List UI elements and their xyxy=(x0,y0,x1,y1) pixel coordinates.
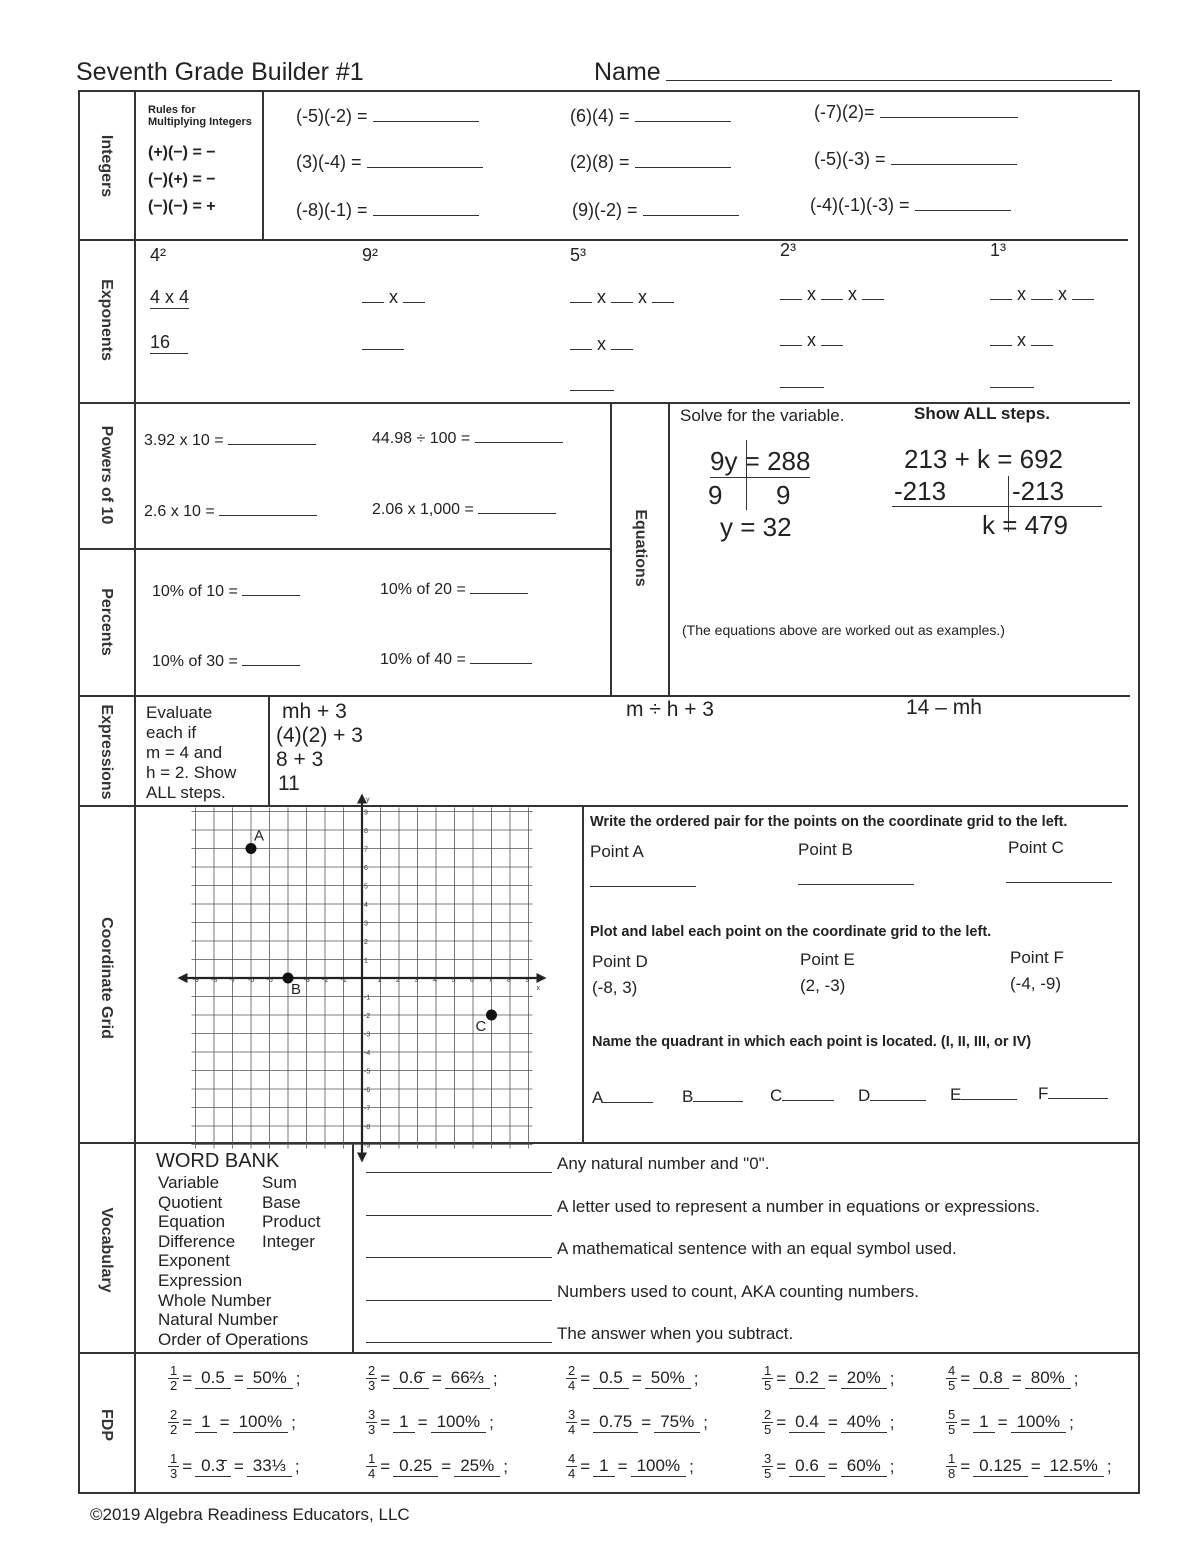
vocabulary-answer-line[interactable] xyxy=(366,1300,552,1301)
exponent-blank[interactable]: x x xyxy=(990,284,1094,305)
y-tick-label: 6 xyxy=(364,865,368,872)
fdp-item: $\frac{2}{3}$ = 0.6̄ = 66⅔ ; xyxy=(368,1363,498,1393)
word-bank-term: Order of Operations xyxy=(158,1329,309,1349)
vocabulary-definition: The answer when you subtract. xyxy=(557,1324,794,1343)
expressions-instruction: each if xyxy=(146,723,197,742)
y-tick-label: 9 xyxy=(364,809,368,817)
fdp-item: $\frac{3}{5}$ = 0.6 = 60% ; xyxy=(764,1451,895,1481)
fdp-fraction: $\frac{3}{4}$ xyxy=(568,1407,576,1437)
fdp-percent: 50% xyxy=(247,1368,293,1389)
exponent-answer-line[interactable] xyxy=(570,390,614,391)
percent-problem: 10% of 40 = xyxy=(380,651,532,669)
integer-problem: (-5)(-3) = xyxy=(814,149,1017,170)
fdp-decimal: 0.75 xyxy=(593,1412,638,1433)
quadrant-answer[interactable]: D xyxy=(858,1086,926,1106)
integer-problem: (9)(-2) = xyxy=(572,200,739,221)
exponent-blank[interactable]: x xyxy=(990,330,1053,351)
fdp-fraction: $\frac{5}{5}$ xyxy=(948,1407,956,1437)
equations-show-steps: Show ALL steps. xyxy=(914,404,1051,423)
fdp-percent: 12.5% xyxy=(1044,1456,1104,1477)
x-axis-arrow-icon xyxy=(178,973,188,983)
x-tick-label: -2 xyxy=(322,977,329,984)
fdp-decimal: 0.5 xyxy=(593,1368,629,1389)
fdp-fraction: $\frac{4}{4}$ xyxy=(568,1451,576,1481)
word-bank-term: Sum xyxy=(262,1173,297,1192)
integer-problem: (2)(8) = xyxy=(570,152,731,173)
equation-1-result: y = 32 xyxy=(720,512,792,542)
fdp-item: $\frac{3}{3}$ = 1 = 100% ; xyxy=(368,1407,494,1437)
exponent-base: 2³ xyxy=(780,240,797,260)
coordinate-grid[interactable] xyxy=(160,796,568,1150)
fdp-fraction: $\frac{3}{5}$ xyxy=(764,1451,772,1481)
section-label-exponents: Exponents xyxy=(98,279,115,361)
powers-problem: 2.6 x 10 = xyxy=(144,503,317,521)
name-field[interactable] xyxy=(666,80,1112,81)
fdp-decimal: 0.8 xyxy=(973,1368,1009,1389)
plot-point-coords: (-4, -9) xyxy=(1010,974,1061,993)
integer-problem: (3)(-4) = xyxy=(296,152,483,173)
fdp-decimal: 1 xyxy=(593,1456,614,1477)
fdp-item: $\frac{3}{4}$ = 0.75 = 75% ; xyxy=(568,1407,708,1437)
equation-1-divisor: 9 xyxy=(776,480,791,510)
fdp-decimal: 0.4 xyxy=(789,1412,825,1433)
fdp-fraction: $\frac{1}{8}$ xyxy=(948,1451,956,1481)
vocabulary-definition: Numbers used to count, AKA counting numbers. xyxy=(557,1281,919,1301)
powers-problem: 44.98 ÷ 100 = xyxy=(372,430,563,448)
expressions-instruction: ALL steps. xyxy=(146,783,226,802)
fdp-decimal: 0.125 xyxy=(973,1456,1028,1477)
exponent-answer-line[interactable] xyxy=(780,387,824,388)
plotted-point-label: B xyxy=(291,981,302,998)
x-tick-label: 9 xyxy=(525,977,530,984)
fdp-item: $\frac{1}{8}$ = 0.125 = 12.5% ; xyxy=(948,1451,1112,1481)
vocabulary-definition: A letter used to represent a number in equations or expressions. xyxy=(557,1196,1040,1216)
equations-prompt: Solve for the variable. xyxy=(680,406,845,425)
exponent-blank[interactable]: x x xyxy=(780,284,884,305)
y-tick-label: 4 xyxy=(364,902,368,909)
x-tick-label: 5 xyxy=(451,977,456,984)
rule-2: (−)(+) = − xyxy=(148,171,216,188)
fdp-percent: 50% xyxy=(645,1368,691,1389)
exponent-blank[interactable]: x xyxy=(570,334,633,355)
equation-2-subtract: -213 xyxy=(894,476,947,506)
x-tick-label: -7 xyxy=(229,977,236,984)
x-tick-label: -1 xyxy=(340,977,347,984)
fdp-decimal: 0.5 xyxy=(195,1368,231,1389)
exponent-example-value: 16 xyxy=(150,332,188,354)
write-answer-line[interactable] xyxy=(798,884,914,885)
write-answer-line[interactable] xyxy=(590,886,696,887)
plot-point-name: Point E xyxy=(800,950,855,969)
section-label-percents: Percents xyxy=(98,588,115,656)
x-tick-label: -9 xyxy=(192,977,199,984)
plot-prompt: Plot and label each point on the coordinate grid to the left. xyxy=(590,924,992,940)
y-tick-label: -2 xyxy=(364,1013,371,1020)
write-point-label: Point B xyxy=(798,840,853,859)
fdp-decimal: 1 xyxy=(393,1412,414,1433)
integer-problem: (-5)(-2) = xyxy=(296,106,479,127)
y-tick-label: -5 xyxy=(364,1068,371,1076)
vocabulary-answer-line[interactable] xyxy=(366,1257,552,1258)
word-bank-term: Product xyxy=(262,1212,321,1232)
equation-2-result: k = 479 xyxy=(982,510,1069,540)
fdp-fraction: $\frac{2}{2}$ xyxy=(170,1407,178,1437)
exponent-answer-line[interactable] xyxy=(990,387,1034,388)
vocabulary-definition: Any natural number and "0". xyxy=(557,1154,770,1173)
fdp-percent: 33⅓ xyxy=(247,1456,292,1477)
write-point-label: Point A xyxy=(590,842,644,861)
word-bank-term: Quotient xyxy=(158,1192,223,1212)
vocabulary-answer-line[interactable] xyxy=(366,1172,552,1173)
fdp-fraction: $\frac{2}{4}$ xyxy=(568,1363,576,1393)
expression-1-step: (4)(2) + 3 xyxy=(276,724,363,747)
section-label-expressions: Expressions xyxy=(98,704,115,800)
plotted-point-label: A xyxy=(254,827,265,845)
expressions-instruction: h = 2. Show xyxy=(146,763,237,782)
word-bank-term: Integer xyxy=(262,1231,315,1251)
fdp-percent: 60% xyxy=(841,1456,887,1477)
x-tick-label: -3 xyxy=(303,977,310,984)
equations-note: (The equations above are worked out as examples.) xyxy=(682,622,1005,638)
vocabulary-definition: A mathematical sentence with an equal symbol used. xyxy=(557,1239,957,1258)
fdp-percent: 75% xyxy=(654,1412,700,1433)
fdp-decimal: 0.25 xyxy=(393,1456,438,1477)
x-axis-label: x xyxy=(536,985,540,992)
exponent-base: 5³ xyxy=(570,245,587,265)
x-tick-label: 1 xyxy=(377,977,382,984)
expressions-instruction: Evaluate xyxy=(146,703,213,722)
integer-problem: (-4)(-1)(-3) = xyxy=(810,195,1011,216)
quadrant-answer[interactable]: A xyxy=(592,1088,653,1108)
exponent-blank[interactable]: x x xyxy=(570,287,674,308)
word-bank-term: Base xyxy=(262,1192,301,1212)
fdp-percent: 100% xyxy=(431,1412,486,1433)
write-answer-line[interactable] xyxy=(1006,882,1112,883)
x-tick-label: 8 xyxy=(507,977,511,984)
quadrant-answer[interactable]: B xyxy=(682,1087,743,1107)
expression-1-step: 11 xyxy=(278,772,300,795)
quadrant-answer[interactable]: E xyxy=(950,1085,1017,1105)
x-tick-label: -8 xyxy=(211,977,218,984)
section-label-coordinate-grid: Coordinate Grid xyxy=(98,917,115,1039)
fdp-percent: 80% xyxy=(1025,1368,1071,1389)
rule-1: (+)(−) = − xyxy=(148,144,216,161)
word-bank-term: Expression xyxy=(158,1271,243,1290)
fdp-percent: 25% xyxy=(454,1456,500,1477)
fdp-percent: 66⅔ xyxy=(445,1368,490,1389)
fdp-percent: 100% xyxy=(1011,1412,1066,1433)
word-bank-term: Exponent xyxy=(158,1251,230,1271)
page-title: Seventh Grade Builder #1 xyxy=(76,58,364,86)
fdp-fraction: $\frac{2}{5}$ xyxy=(764,1407,772,1437)
exponent-blank[interactable] xyxy=(362,334,404,355)
equation-2-top: 213 + k = 692 xyxy=(904,444,1064,474)
write-point-label: Point C xyxy=(1008,838,1064,857)
exponent-blank[interactable]: x xyxy=(780,330,843,351)
word-bank-term: Natural Number xyxy=(158,1310,278,1330)
y-tick-label: -9 xyxy=(364,1142,371,1150)
expression-1-step: 8 + 3 xyxy=(276,748,324,771)
fdp-percent: 100% xyxy=(233,1412,288,1433)
integer-problem: (6)(4) = xyxy=(570,106,731,127)
y-tick-label: -1 xyxy=(364,994,371,1002)
exponent-base: 4² xyxy=(150,245,167,265)
percent-problem: 10% of 30 = xyxy=(152,653,300,671)
plot-point-name: Point F xyxy=(1010,948,1064,967)
y-tick-label: 7 xyxy=(364,846,368,854)
fdp-decimal: 1 xyxy=(195,1412,216,1433)
fdp-item: $\frac{2}{4}$ = 0.5 = 50% ; xyxy=(568,1363,699,1393)
equation-1-divider xyxy=(746,440,747,510)
word-bank-term: Variable xyxy=(158,1173,220,1192)
exponent-blank[interactable]: x xyxy=(362,287,425,308)
plotted-point xyxy=(486,1010,497,1021)
fdp-item: $\frac{2}{5}$ = 0.4 = 40% ; xyxy=(764,1407,895,1437)
x-tick-label: 4 xyxy=(433,977,437,984)
y-tick-label: -4 xyxy=(364,1050,371,1057)
y-tick-label: 8 xyxy=(364,828,368,835)
y-axis-label: y xyxy=(366,796,370,804)
fdp-percent: 40% xyxy=(841,1412,887,1433)
plotted-point xyxy=(246,843,257,854)
x-tick-label: -5 xyxy=(266,977,273,984)
plot-point-name: Point D xyxy=(592,952,648,971)
section-label-integers: Integers xyxy=(98,134,115,198)
x-axis-arrow-icon xyxy=(537,973,547,983)
fdp-fraction: $\frac{2}{3}$ xyxy=(368,1363,376,1393)
y-tick-label: 2 xyxy=(364,939,368,946)
fdp-decimal: 1 xyxy=(973,1412,994,1433)
section-label-equations: Equations xyxy=(632,509,649,587)
fdp-fraction: $\frac{1}{2}$ xyxy=(170,1363,178,1393)
fdp-percent: 20% xyxy=(841,1368,887,1389)
fdp-fraction: $\frac{3}{3}$ xyxy=(368,1407,376,1437)
x-tick-label: 6 xyxy=(470,977,474,984)
equation-2-line xyxy=(892,506,1102,507)
vocabulary-answer-line[interactable] xyxy=(366,1342,552,1343)
fdp-fraction: $\frac{1}{3}$ xyxy=(170,1451,178,1481)
word-bank-term: Difference xyxy=(158,1231,236,1251)
fdp-item: $\frac{1}{3}$ = 0.3̄ = 33⅓ ; xyxy=(170,1451,300,1481)
fdp-item: $\frac{2}{2}$ = 1 = 100% ; xyxy=(170,1407,296,1437)
x-tick-label: 3 xyxy=(414,977,419,984)
fdp-percent: 100% xyxy=(631,1456,686,1477)
integer-problem: (-7)(2)= xyxy=(814,102,1018,123)
quadrant-answer[interactable]: F xyxy=(1038,1084,1108,1104)
quadrant-answer[interactable]: C xyxy=(770,1086,834,1106)
y-tick-label: -7 xyxy=(364,1105,371,1113)
equation-2-subtract: -213 xyxy=(1012,476,1065,506)
fdp-fraction: $\frac{1}{5}$ xyxy=(764,1363,772,1393)
y-tick-label: 5 xyxy=(364,883,368,891)
y-tick-label: 1 xyxy=(364,957,368,965)
fdp-decimal: 0.2 xyxy=(789,1368,825,1389)
fdp-fraction: $\frac{4}{5}$ xyxy=(948,1363,956,1393)
word-bank-term: Equation xyxy=(158,1212,226,1232)
y-tick-label: 3 xyxy=(364,920,368,928)
powers-problem: 2.06 x 1,000 = xyxy=(372,501,556,519)
plot-point-coords: (-8, 3) xyxy=(592,978,638,997)
fdp-item: $\frac{4}{5}$ = 0.8 = 80% ; xyxy=(948,1363,1079,1393)
word-bank-term: Whole Number xyxy=(158,1290,272,1310)
equation-1-top: 9y = 288 xyxy=(710,446,811,476)
expression-1-step: mh + 3 xyxy=(282,700,347,723)
name-label: Name xyxy=(594,58,661,86)
integer-problem: (-8)(-1) = xyxy=(296,200,479,221)
rule-3: (−)(−) = + xyxy=(148,198,216,215)
exponent-example-expanded: 4 x 4 xyxy=(150,287,190,307)
y-tick-label: -8 xyxy=(364,1124,371,1131)
percent-problem: 10% of 20 = xyxy=(380,581,528,599)
section-label-powers: Powers of 10 xyxy=(98,425,115,525)
fdp-decimal: 0.6̄ xyxy=(393,1368,429,1389)
section-label-fdp: FDP xyxy=(98,1409,115,1441)
fdp-item: $\frac{4}{4}$ = 1 = 100% ; xyxy=(568,1451,694,1481)
fdp-item: $\frac{1}{5}$ = 0.2 = 20% ; xyxy=(764,1363,895,1393)
rules-title: Rules for Multiplying Integers xyxy=(148,104,252,128)
write-prompt: Write the ordered pair for the points on the coordinate grid to the left. xyxy=(590,814,1068,830)
quadrant-prompt: Name the quadrant in which each point is located. (I, II, III, or IV) xyxy=(592,1034,1032,1050)
fdp-item: $\frac{5}{5}$ = 1 = 100% ; xyxy=(948,1407,1074,1437)
expressions-instruction: m = 4 and xyxy=(146,743,223,762)
exponent-base: 9² xyxy=(362,245,379,265)
percent-problem: 10% of 10 = xyxy=(152,583,300,601)
fdp-decimal: 0.3̄ xyxy=(195,1456,231,1477)
x-tick-label: 7 xyxy=(488,977,493,984)
plotted-point-label: C xyxy=(475,1018,487,1035)
vocabulary-answer-line[interactable] xyxy=(366,1215,552,1216)
fdp-item: $\frac{1}{2}$ = 0.5 = 50% ; xyxy=(170,1363,301,1393)
y-tick-label: -3 xyxy=(364,1031,371,1039)
section-label-vocabulary: Vocabulary xyxy=(98,1207,115,1293)
fdp-fraction: $\frac{1}{4}$ xyxy=(368,1451,376,1481)
equation-1-divisor: 9 xyxy=(708,480,723,510)
y-tick-label: -6 xyxy=(364,1087,371,1094)
copyright: ©2019 Algebra Readiness Educators, LLC xyxy=(90,1505,410,1524)
powers-problem: 3.92 x 10 = xyxy=(144,432,316,450)
exponent-base: 1³ xyxy=(990,240,1007,260)
word-bank-title: WORD BANK xyxy=(156,1150,280,1172)
x-tick-label: 2 xyxy=(396,977,400,984)
x-tick-label: -6 xyxy=(248,977,255,984)
fdp-decimal: 0.6 xyxy=(789,1456,825,1477)
plot-point-coords: (2, -3) xyxy=(800,976,846,995)
fdp-item: $\frac{1}{4}$ = 0.25 = 25% ; xyxy=(368,1451,508,1481)
expression-3: 14 – mh xyxy=(906,696,982,719)
expression-2: m ÷ h + 3 xyxy=(626,698,714,721)
